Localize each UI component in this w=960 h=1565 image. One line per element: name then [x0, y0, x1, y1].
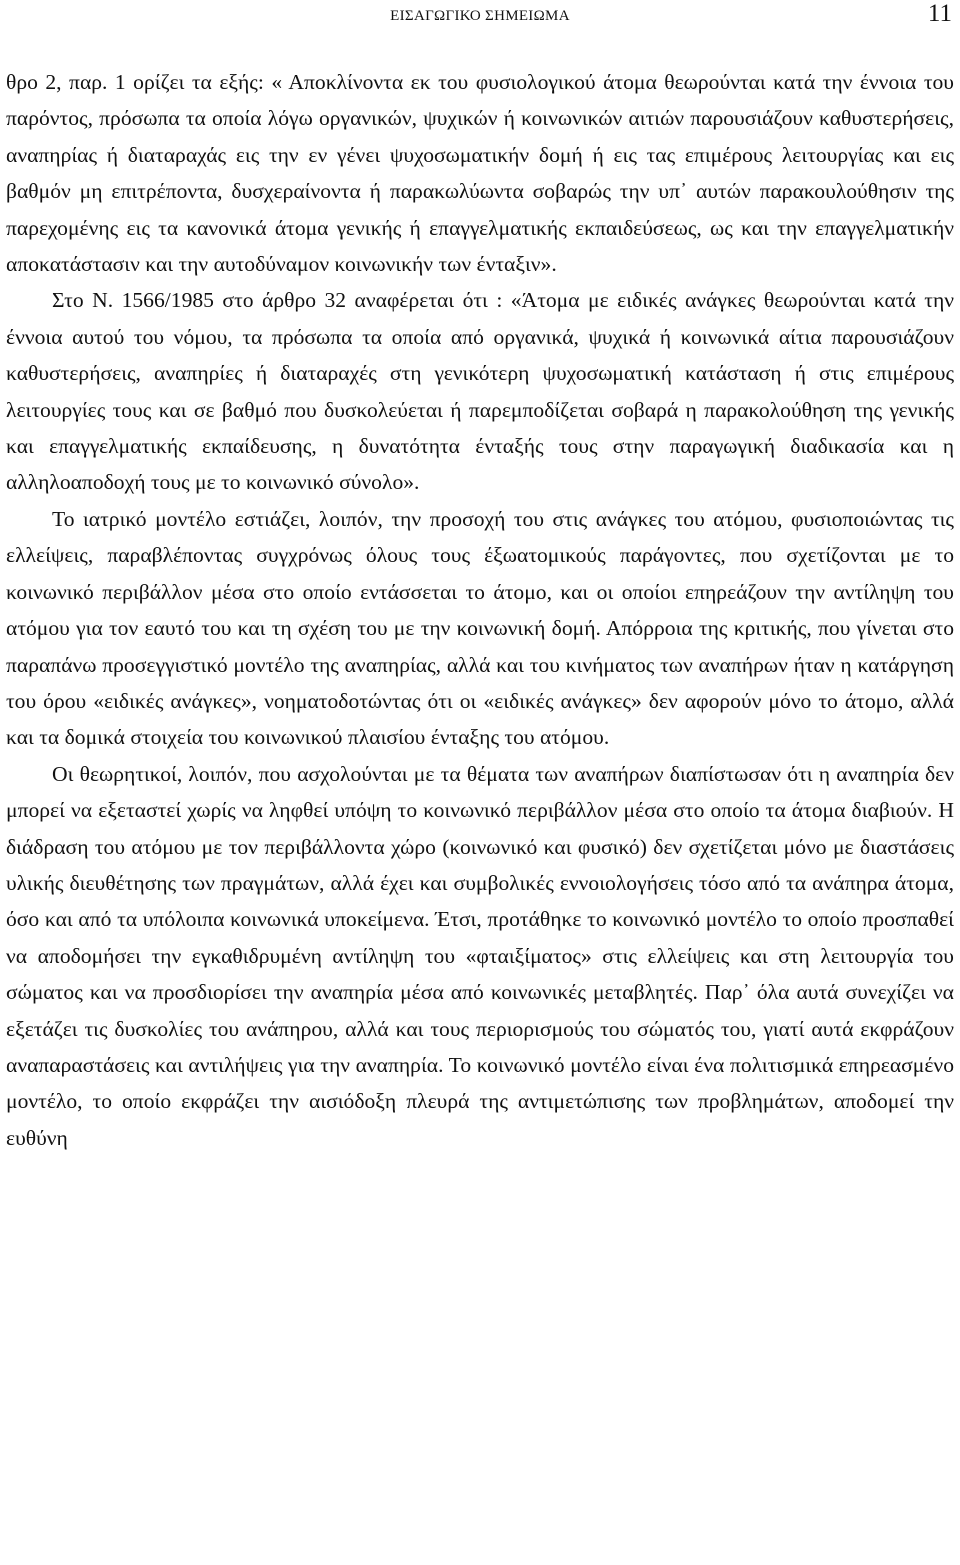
running-header: [6, 0, 954, 36]
paragraph: Το ιατρικό μοντέλο εστιάζει, λοιπόν, την προσοχή του στις ανάγκες του ατόμου, φυσιοποιώντας τις ελλείψεις, παραβλέποντας συγχρόνως όλους τους έξωατομικούς παράγοντες, που σχετίζονται με το κοινωνικό περιβάλλον μέσα στο οποίο εντάσσεται το άτομο, και οι οποίοι επηρεάζουν την αντίληψη του ατόμου για τον εαυτό του και τη σχέση του με την κοινωνική δομή. Απόρροια της κριτικής, που γίνεται στο παραπάνω προσεγγιστικό μοντέλο της αναπηρίας, αλλά και του κινήματος των αναπήρων ήταν η κατάργηση του όρου «ειδικές ανάγκες», νοηματοδοτώντας ότι οι «ειδικές ανάγκες» δεν αφορούν μόνο το άτομο, αλλά και τα δομικά στοιχεία του κοινωνικού πλαισίου ένταξης του ατόμου.: [6, 506, 954, 750]
paragraph: Στο Ν. 1566/1985 στο άρθρο 32 αναφέρεται ότι : «Άτομα με ειδικές ανάγκες θεωρούνται κατά την έννοια αυτού του νόμου, τα πρόσωπα τα οποία από οργανικά, ψυχικά ή κοινωνικά αίτια παρουσιάζουν καθυστερήσεις, αναπηρίες ή διαταραχές στη γενικότερη ψυχοσωματική κατάσταση ή στις επιμέρους λειτουργίες τους και σε βαθμό που δυσκολεύεται ή παρεμποδίζεται σοβαρά η παρακολούθηση της γενικής και επαγγελματικής εκπαίδευσης, η δυνατότητα ένταξής τους στην παραγωγική διαδικασία και η αλληλοαποδοχή τους με το κοινωνικό σύνολο».: [6, 288, 954, 495]
paragraph-continuation: θρο 2, παρ. 1 ορίζει τα εξής: « Αποκλίνοντα εκ του φυσιολογικού άτομα θεωρούνται κατά την έννοια του παρόντος, πρόσωπα τα οποία λόγω οργανικών, ψυχικών ή κοινωνικών αιτιών παρουσιάζουν καθυστερήσεις, αναπηρίας ή διαταραχάς εις την εν γένει ψυχοσωματικήν δομή ή εις τας επιμέρους λειτουργίας και εις βαθμόν μη επιτρέποντα, δυσχεραίνοντα ή παρακωλύωντα σοβαρώς την υπ᾽ αυτών παρακουλούθησιν της παρεχομένης εις τα κανονικά άτομα γενικής ή επαγγελματικής εκπαιδεύσεως, ως και την επαγγελματικήν αποκατάστασιν και την αυτοδύναμον κοινωνικήν των ένταξιν».: [6, 70, 954, 277]
header-title: ΕΙΣΑΓΩΓΙΚΟ ΣΗΜΕΙΩΜΑ: [390, 8, 570, 24]
page-number: 11: [927, 0, 952, 27]
body-text: [6, 64, 954, 1156]
paragraph: Οι θεωρητικοί, λοιπόν, που ασχολούνται με τα θέματα των αναπήρων διαπίστωσαν ότι η αναπηρία δεν μπορεί να εξεταστεί χωρίς να ληφθεί υπόψη το κοινωνικό περιβάλλον μέσα στο οποίο τα άτομα διαβιούν. Η διάδραση του ατόμου με τον περιβάλλοντα χώρο (κοινωνικό και φυσικό) δεν σχετίζεται μόνο με διαστάσεις υλικής διευθέτησης των πραγμάτων, αλλά έχει και συμβολικές εννοιολογήσεις τόσο από τα ανάπηρα άτομα, όσο και από τα υπόλοιπα κοινωνικά υποκείμενα. Έτσι, προτάθηκε το κοινωνικό μοντέλο το οποίο προσπαθεί να αποδομήσει την εγκαθιδρυμένη αντίληψη του «φταιξίματος» στις ελλείψεις και στη λειτουργία του σώματος και να προσδιορίσει την αναπηρία μέσα από κοινωνικές μεταβλητές. Παρ᾽ όλα αυτά συνεχίζει να εξετάζει τις δυσκολίες του ανάπηρου, αλλά και τους περιορισμούς του σώματός του, γιατί αυτά εκφράζουν αναπαραστάσεις και αντιλήψεις για την αναπηρία. Το κοινωνικό μοντέλο είναι ένα πολιτισμικά επηρεασμένο μοντέλο, το οποίο εκφράζει την αισιόδοξη πλευρά της αντιμετώπισης των προβλημάτων, αποδομεί την ευθύνη: [6, 761, 954, 1150]
